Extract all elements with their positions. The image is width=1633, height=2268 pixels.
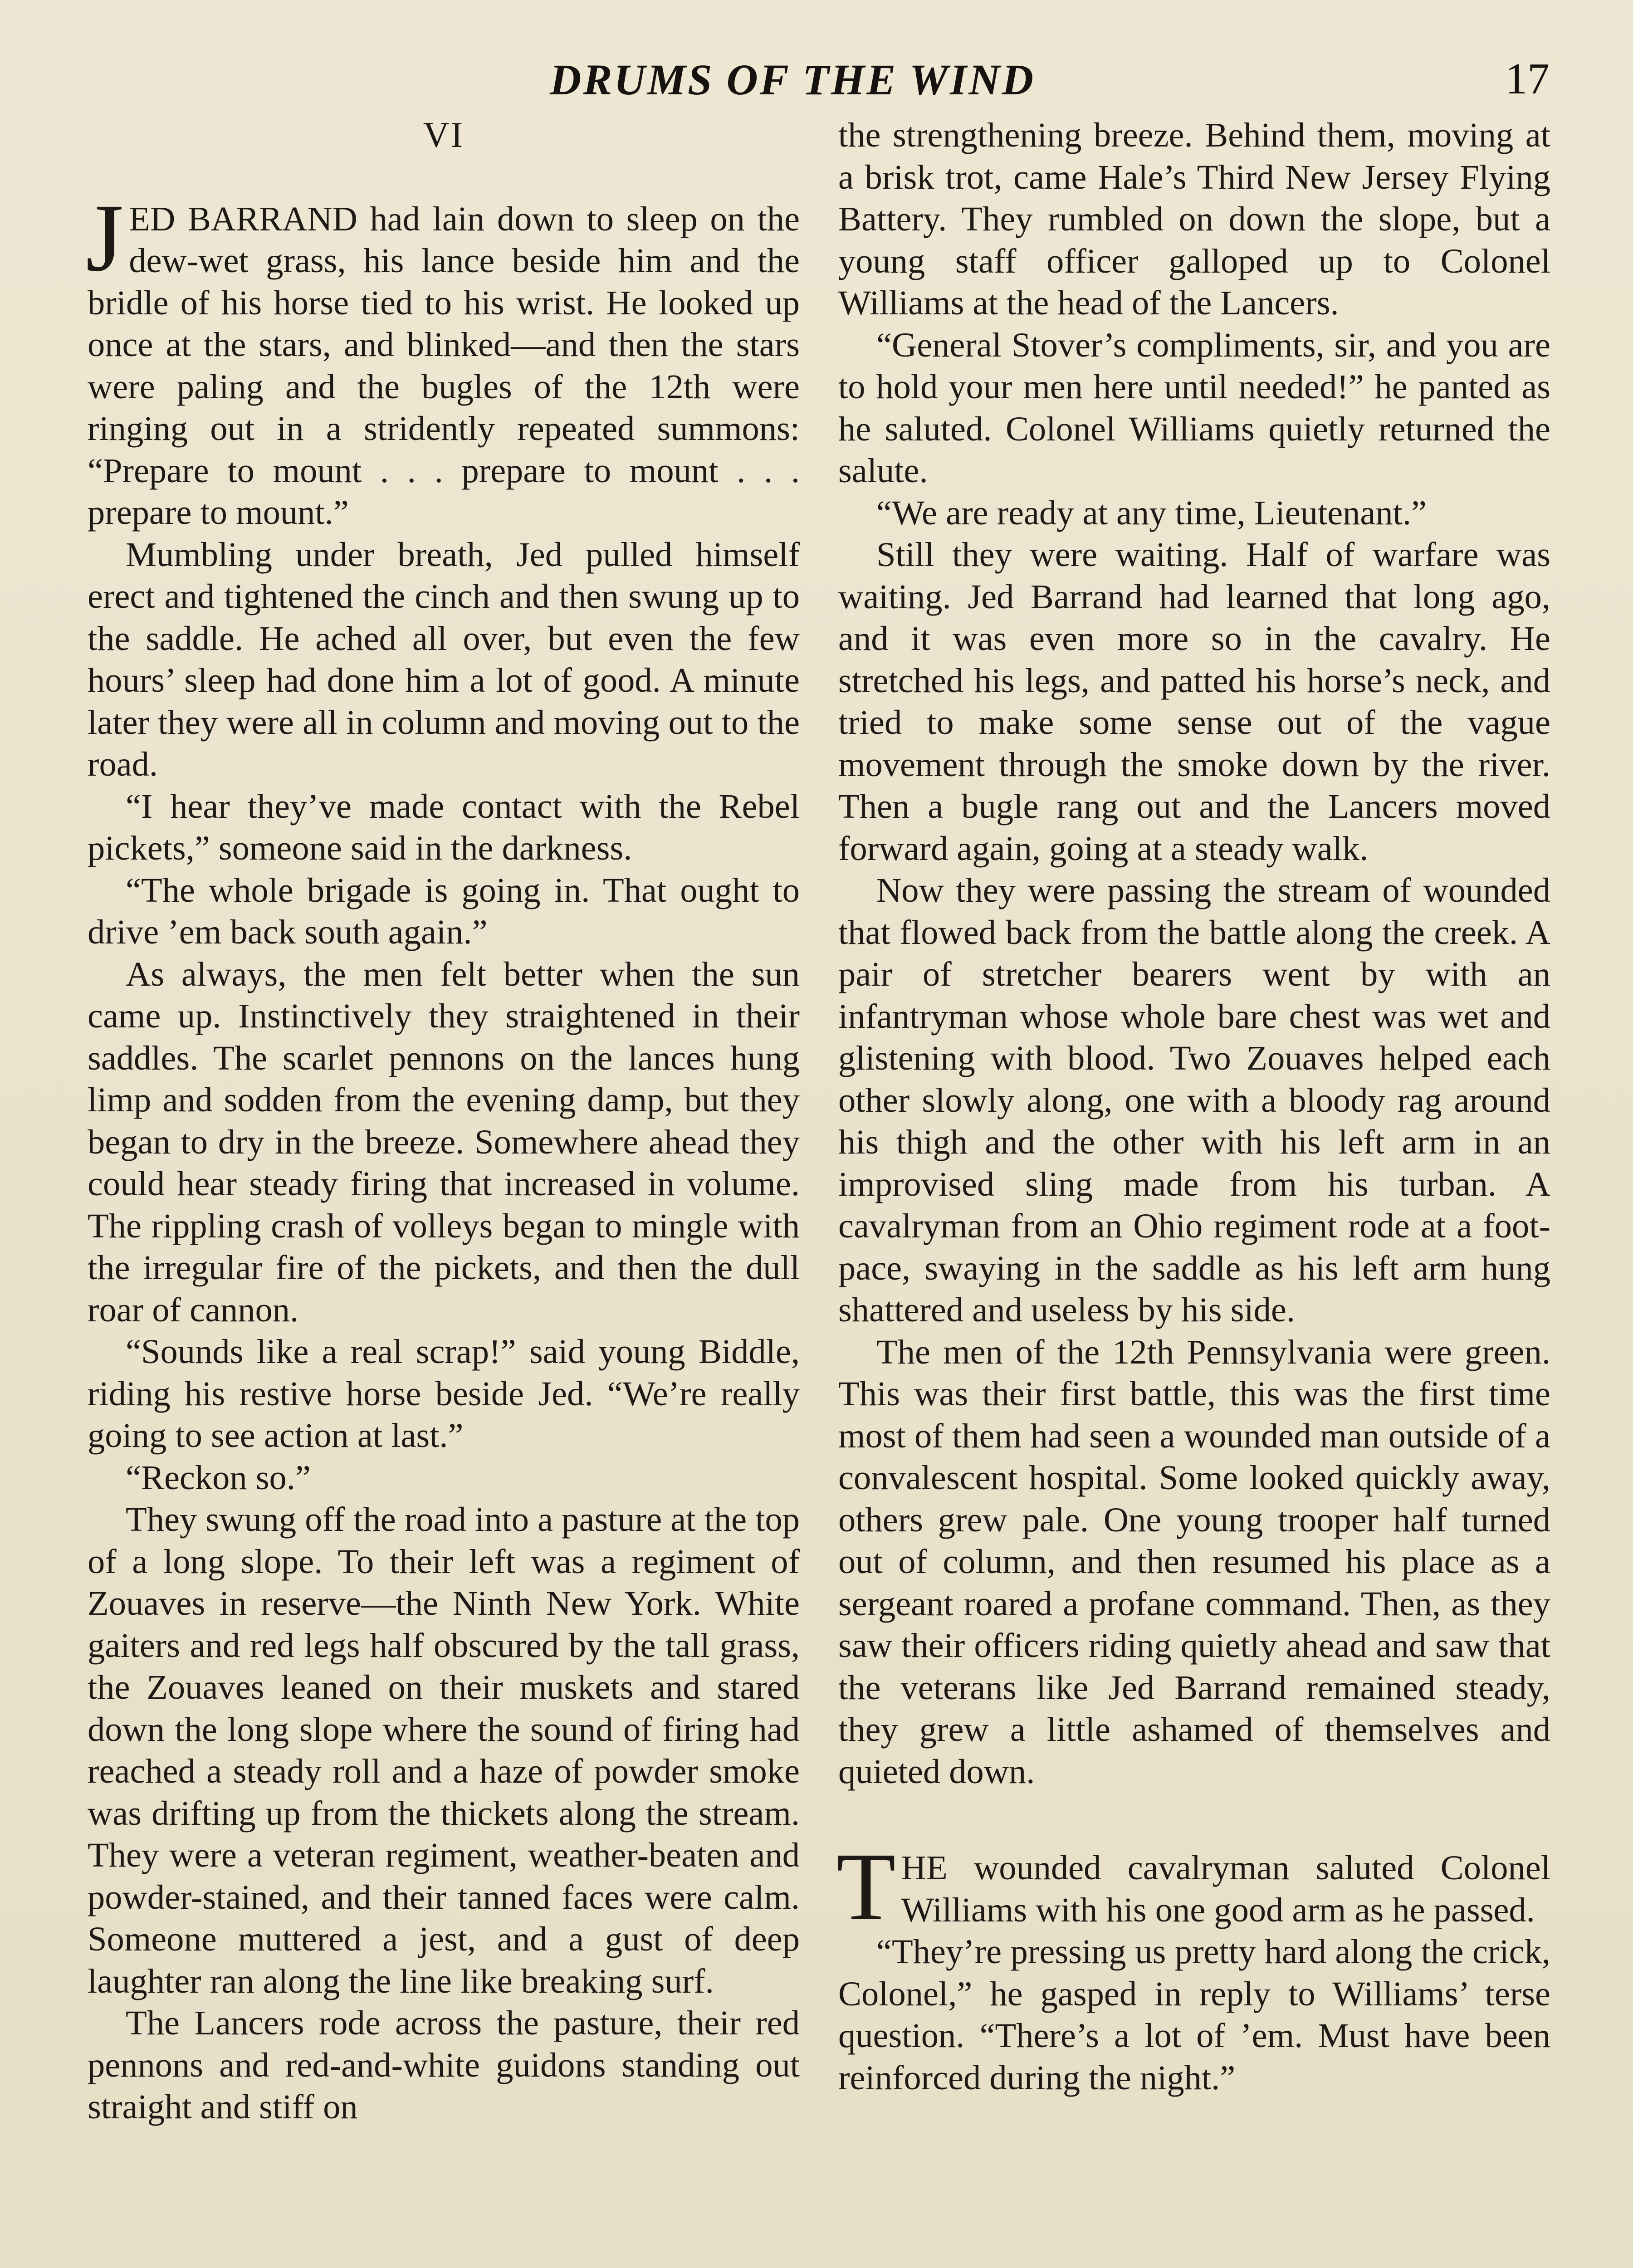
paragraph: The men of the 12th Pennsylvania were green. This was their first battle, this was the first time most of them had seen a wounded man outside of a convalescent hospital. Some looked quickly away, others grew pale. One young trooper half turned out of column, and then resumed his place as a sergeant roared a profane command. Then, as they saw their officers riding quietly ahead and saw that the veterans like Jed Barrand remained steady, they grew a little ashamed of themselves and quieted down. — [838, 1332, 1550, 1791]
paragraph: “They’re pressing us pretty hard along the crick, Colonel,” he gasped in reply to Williams’ terse question. “There’s a lot of ’em. Must have been reinforced during the night.” — [838, 1932, 1550, 2097]
paragraph-text: HE wounded cavalryman saluted Colonel Williams with his one good arm as he passed. — [901, 1848, 1550, 1929]
paragraph: They swung off the road into a pasture at the top of a long slope. To their left was a regiment of Zouaves in reserve—the Ninth New York. White gaiters and red legs half obscured by the tall grass, the Zouaves leaned on their muskets and stared down the long slope where the sound of firing had reached a steady roll and a haze of powder smoke was drifting up from the thickets along the stream. They were a veteran regiment, weather-beaten and powder-stained, and their tanned faces were calm. Someone muttered a jest, and a gust of deep laughter ran along the line like breaking surf. — [88, 1500, 800, 2000]
paragraph: “The whole brigade is going in. That ought to drive ’em back south again.” — [88, 870, 800, 951]
paragraph: Now they were passing the stream of wounded that flowed back from the battle along the creek. A pair of stretcher bearers went by with an infantryman whose whole bare chest was wet and glistening with blood. Two Zouaves helped each other slowly along, one with a bloody rag around his thigh and the other with his left arm in an improvised sling made from his turban. A cavalryman from an Ohio regiment rode at a foot-pace, swaying in the saddle as his left arm hung shattered and useless by his side. — [838, 871, 1550, 1329]
paragraph-text: ED BARRAND had lain down to sleep on the dew-wet grass, his lance beside him and the bridle of his horse tied to his wrist. He looked up once at the stars, and blinked—and then the stars were paling and the bugles of the 12th were ringing out in a stridently repeated summons: “Prepare to mount . . . prepare to mount . . . prepare to mount.” — [88, 199, 800, 532]
paragraph: Still they were waiting. Half of warfare was waiting. Jed Barrand had learned that long ago, and it was even more so in the cavalry. He stretched his legs, and patted his horse’s neck, and tried to make some sense out of the vague movement through the smoke down by the river. Then a bugle rang out and the Lancers moved forward again, going at a steady walk. — [838, 535, 1550, 868]
page-number: 17 — [1505, 54, 1550, 103]
opening-paragraph — [86, 184, 800, 534]
paragraph-continued: the strengthening breeze. Behind them, moving at a brisk trot, came Hale’s Third New Jersey Flying Battery. They rumbled on down the slope, but a young staff officer galloped up to Colonel Williams at the head of the Lancers. — [838, 116, 1550, 322]
drop-cap: J — [86, 184, 124, 292]
right-column — [838, 114, 1550, 2099]
paragraph: “General Stover’s compliments, sir, and you are to hold your men here until needed!” he panted as he saluted. Colonel Williams quietly returned the salute. — [838, 325, 1550, 490]
paragraph: Mumbling under breath, Jed pulled himself erect and tightened the cinch and then swung up to the saddle. He ached all over, but even the few hours’ sleep had done him a lot of good. A minute later they were all in column and moving out to the road. — [88, 535, 800, 783]
drop-cap: T — [836, 1833, 896, 1941]
paragraph: “Reckon so.” — [126, 1458, 311, 1497]
section-opening-paragraph — [836, 1833, 1550, 1941]
left-column — [88, 114, 800, 2128]
paragraph: “Sounds like a real scrap!” said young Biddle, riding his restive horse beside Jed. “We’re really going to see action at last.” — [88, 1332, 800, 1455]
running-head: DRUMS OF THE WIND — [550, 55, 1036, 104]
paragraph: “We are ready at any time, Lieutenant.” — [876, 493, 1427, 532]
paragraph: “I hear they’ve made contact with the Rebel pickets,” someone said in the darkness. — [88, 787, 800, 867]
chapter-heading: VI — [423, 115, 464, 155]
section-break — [838, 1793, 1550, 1847]
paragraph: The Lancers rode across the pasture, their red pennons and red-and-white guidons standing out straight and stiff on — [88, 2004, 800, 2126]
paragraph: As always, the men felt better when the sun came up. Instinctively they straightened in their saddles. The scarlet pennons on the lances hung limp and sodden from the evening damp, but they began to dry in the breeze. Somewhere ahead they could hear steady firing that increased in volume. The rippling crash of volleys began to mingle with the irregular fire of the pickets, and then the dull roar of cannon. — [88, 954, 800, 1329]
